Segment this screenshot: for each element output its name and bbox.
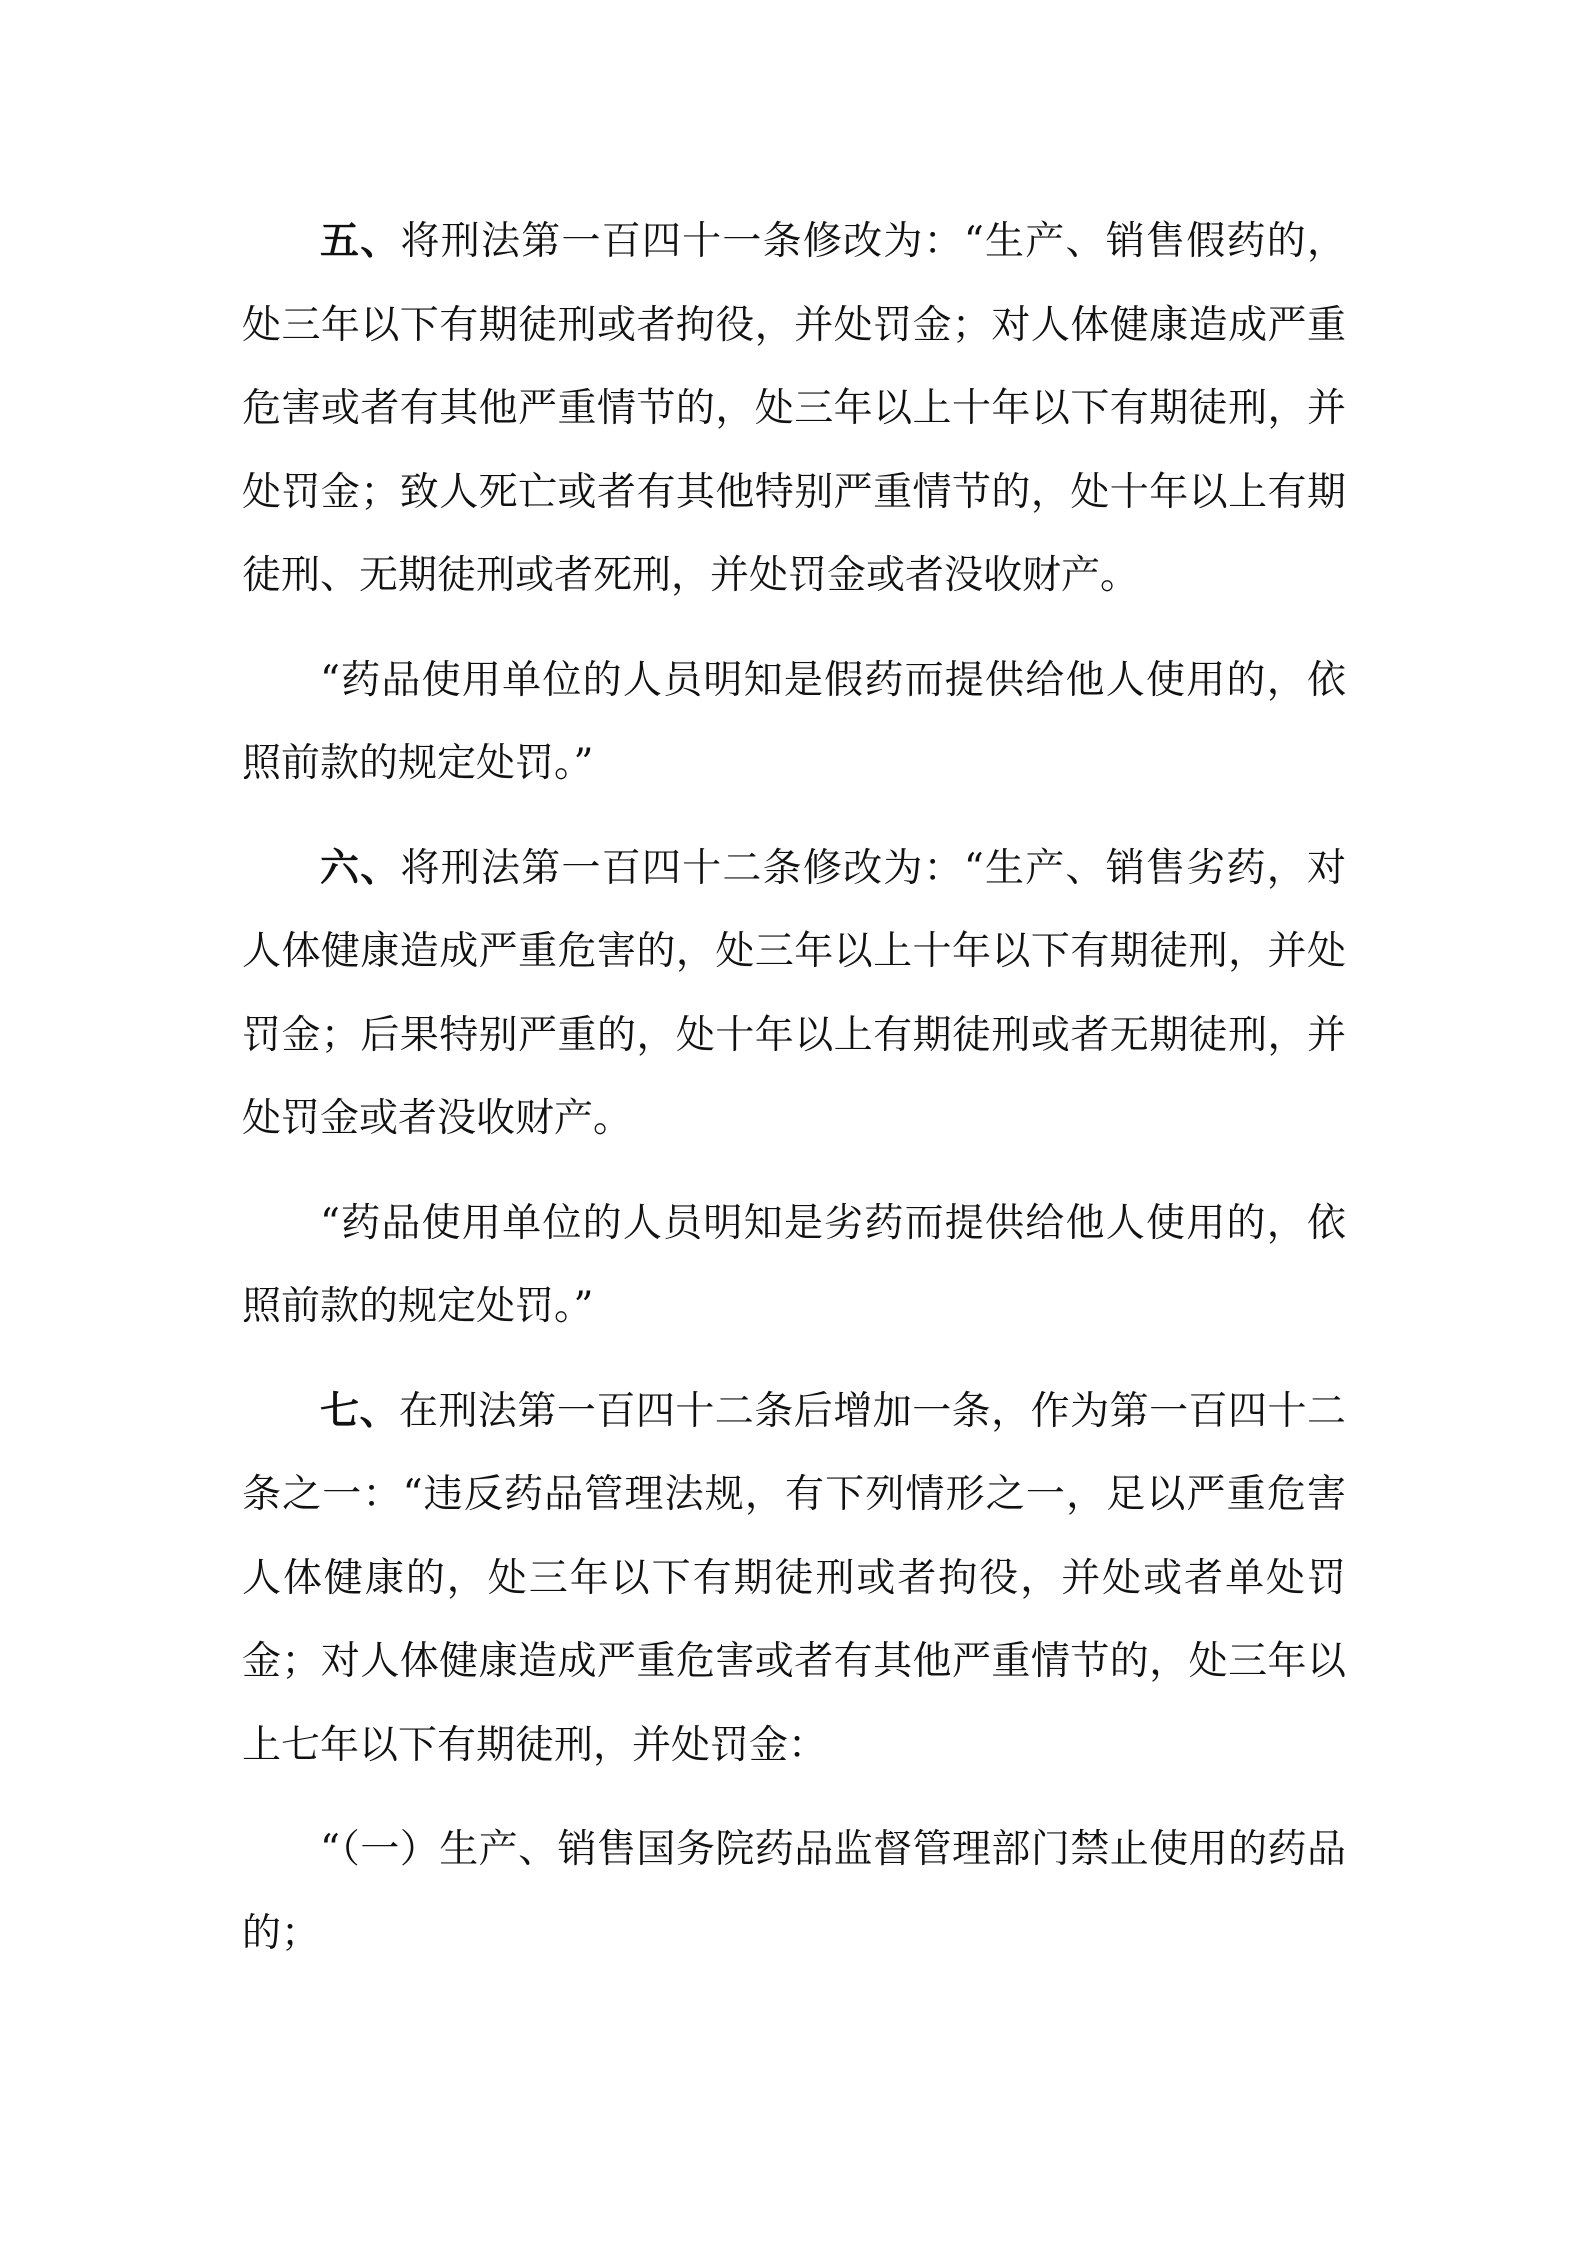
- article-heading: 七、: [320, 1387, 399, 1434]
- paragraph-article-5-clause: [242, 639, 1346, 806]
- paragraph-text: 将刑法第一百四十二条修改为：“生产、销售劣药，对人体健康造成严重危害的，处三年以上十年以下有期徒刑，并处罚金；后果特别严重的，处十年以上有期徒刑或者无期徒刑，并处罚金或者没收财产。: [242, 845, 1346, 1141]
- article-heading: 六、: [320, 844, 401, 891]
- paragraph-article-6: [242, 827, 1346, 1161]
- paragraph-text: 在刑法第一百四十二条后增加一条，作为第一百四十二条之一：“违反药品管理法规，有下列情形之一，足以严重危害人体健康的，处三年以下有期徒刑或者拘役，并处或者单处罚金；对人体健康造成严重危害或者有其他严重情节的，处三年以上七年以下有期徒刑，并处罚金：: [242, 1388, 1346, 1768]
- paragraph-text: 将刑法第一百四十一条修改为：“生产、销售假药的，处三年以下有期徒刑或者拘役，并处罚金；对人体健康造成严重危害或者有其他严重情节的，处三年以上十年以下有期徒刑，并处罚金；致人死亡或者有其他特别严重情节的，处十年以上有期徒刑、无期徒刑或者死刑，并处罚金或者没收财产。: [242, 219, 1346, 598]
- document-body: [242, 200, 1346, 1975]
- paragraph-article-7-item-1: [242, 1808, 1346, 1975]
- paragraph-article-5: [242, 200, 1346, 618]
- paragraph-text: “药品使用单位的人员明知是假药而提供给他人使用的，依照前款的规定处罚。”: [242, 657, 1346, 786]
- paragraph-text: “药品使用单位的人员明知是劣药而提供给他人使用的，依照前款的规定处罚。”: [242, 1200, 1346, 1329]
- article-heading: 五、: [320, 218, 401, 264]
- paragraph-article-7: [242, 1370, 1346, 1788]
- paragraph-article-6-clause: [242, 1182, 1346, 1349]
- paragraph-text: “（一）生产、销售国务院药品监督管理部门禁止使用的药品的；: [242, 1827, 1346, 1956]
